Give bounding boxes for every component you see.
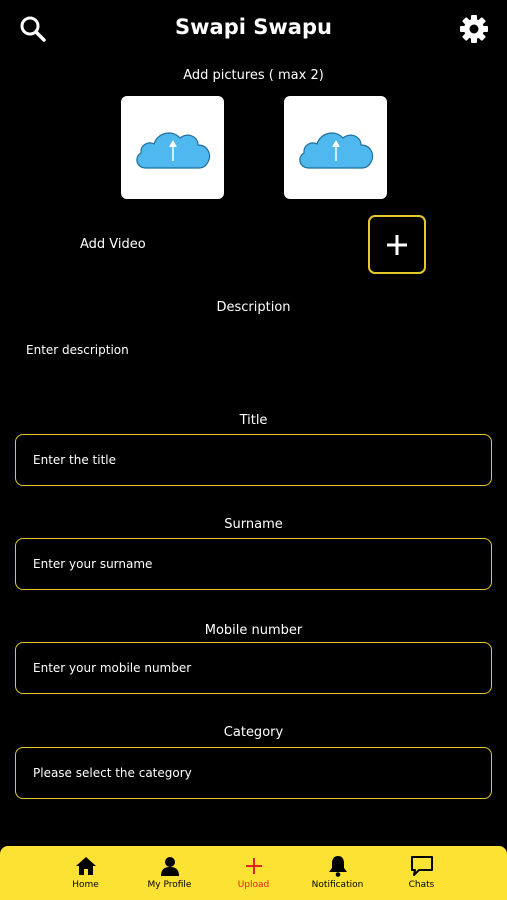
settings-button[interactable] [458,13,490,45]
bell-icon [328,855,348,877]
surname-label: Surname [224,517,283,532]
nav-notification-label: Notification [311,880,364,890]
mobile-placeholder: Enter your mobile number [33,661,192,675]
add-video-button[interactable] [368,215,426,274]
cloud-upload-icon [295,125,377,171]
add-video-label: Add Video [80,237,146,252]
picture-upload-slot-1[interactable] [121,96,224,199]
plus-icon [245,857,263,875]
add-pictures-label: Add pictures ( max 2) [183,68,324,83]
nav-home[interactable] [44,846,128,900]
nav-upload[interactable] [212,846,296,900]
user-icon [159,856,181,876]
mobile-input[interactable] [15,642,492,694]
nav-upload-label: Upload [237,880,270,890]
category-select[interactable] [15,747,492,799]
nav-chats-label: Chats [408,880,435,890]
bottom-navigation [0,846,507,900]
chat-bubble-icon [410,855,434,877]
title-input[interactable] [15,434,492,486]
nav-notification[interactable] [296,846,380,900]
nav-home-label: Home [72,880,99,890]
title-placeholder: Enter the title [33,453,116,467]
category-placeholder: Please select the category [33,766,192,780]
gear-icon [458,13,490,45]
nav-chats[interactable] [380,846,464,900]
description-label: Description [216,300,291,315]
description-input[interactable]: Enter description [26,343,129,357]
plus-icon [386,234,408,256]
surname-placeholder: Enter your surname [33,557,153,571]
home-icon [75,856,97,876]
picture-upload-slot-2[interactable] [284,96,387,199]
mobile-label: Mobile number [204,623,303,638]
app-header [0,0,507,58]
title-label: Title [239,413,268,428]
category-label: Category [223,725,284,740]
cloud-upload-icon [132,125,214,171]
surname-input[interactable] [15,538,492,590]
nav-my-profile[interactable] [128,846,212,900]
nav-my-profile-label: My Profile [147,880,192,890]
app-title: Swapi Swapu [175,15,332,39]
